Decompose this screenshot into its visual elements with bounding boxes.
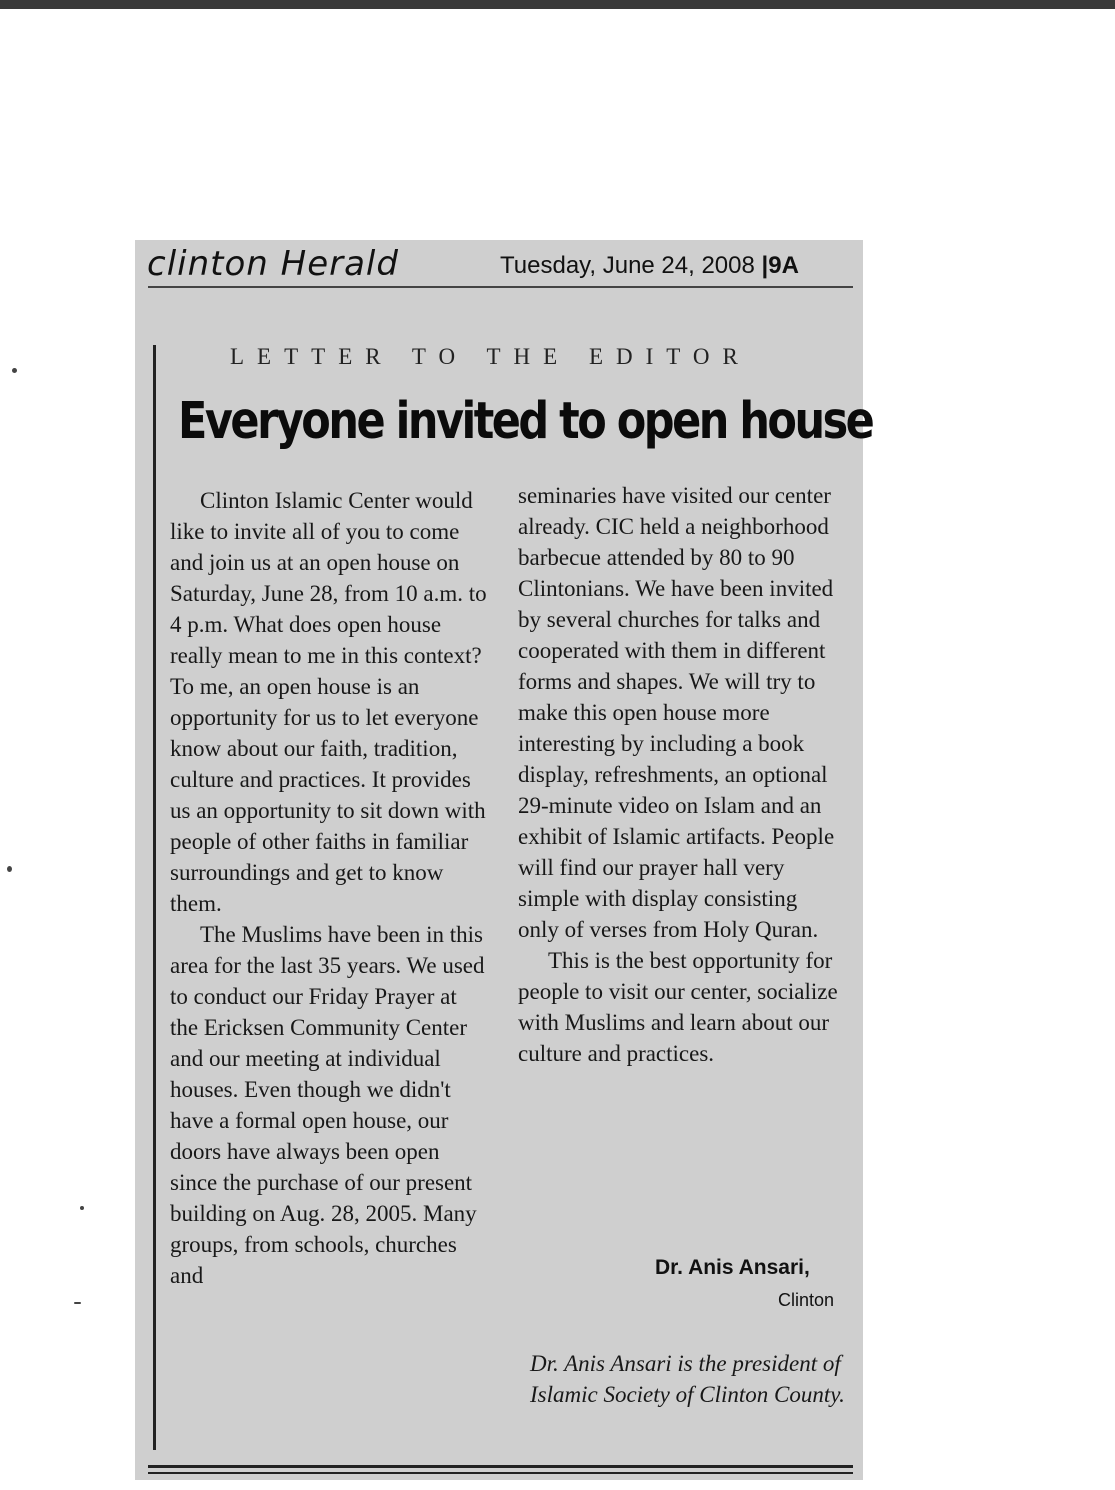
masthead-dateline — [500, 252, 799, 280]
scan-speck — [12, 368, 17, 373]
scan-speck — [80, 1206, 84, 1210]
scan-speck — [74, 1302, 81, 1304]
author-bio: Dr. Anis Ansari is the president of Islamic Society of Clinton County. — [530, 1351, 845, 1407]
column-rule — [153, 345, 156, 1450]
masthead-divider — [148, 286, 853, 288]
article-headline: Everyone invited to open house — [178, 392, 873, 451]
signature-place: Clinton — [778, 1290, 835, 1310]
bottom-rule-secondary — [148, 1472, 853, 1474]
dateline-page: 9A — [768, 252, 799, 279]
masthead-handwritten-name: clinton Herald — [147, 244, 399, 284]
scan-edge — [0, 0, 1115, 9]
right-paragraph-1: seminaries have visited our center already. CIC held a neighborhood barbecue attended by 80 to 90 Clintonians. We have been invited by several churches for talks and cooperated with them in different forms and shapes. We will try to make this open house more interesting by including a book display, refreshments, an optional 29-minute video on Islam and an exhibit of Islamic artifacts. People will find our prayer hall very simple with display consisting only of verses from Holy Quran. — [518, 483, 835, 942]
signature-name: Dr. Anis Ansari, — [655, 1256, 810, 1279]
article-left-column — [170, 485, 490, 1291]
left-paragraph-1: Clinton Islamic Center would like to invite all of you to come and join us at an open house on Saturday, June 28, from 10 a.m. to 4 p.m. What does open house really mean to me in this context? To me, an open house is an opportunity for us to let everyone know about our faith, tradition, culture and practices. It provides us an opportunity to sit down with people of other faiths in familiar surroundings and get to know them. — [170, 488, 487, 916]
left-paragraph-2: The Muslims have been in this area for the last 35 years. We used to conduct our Friday Prayer at the Ericksen Community Center and our meeting at individual houses. Even though we didn't have a formal open house, our doors have always been open since the purchase of our present building on Aug. 28, 2005. Many groups, from schools, churches and — [170, 922, 485, 1288]
article-kicker: LETTER TO THE EDITOR — [230, 344, 751, 369]
dateline-date: Tuesday, June 24, 2008 — [500, 252, 755, 279]
bottom-rule — [148, 1465, 853, 1468]
right-paragraph-2: This is the best opportunity for people to visit our center, socialize with Muslims and learn about our culture and practices. — [518, 948, 838, 1066]
dateline-separator: | — [761, 252, 769, 279]
scan-speck — [7, 866, 12, 872]
article-right-column — [518, 480, 843, 1069]
